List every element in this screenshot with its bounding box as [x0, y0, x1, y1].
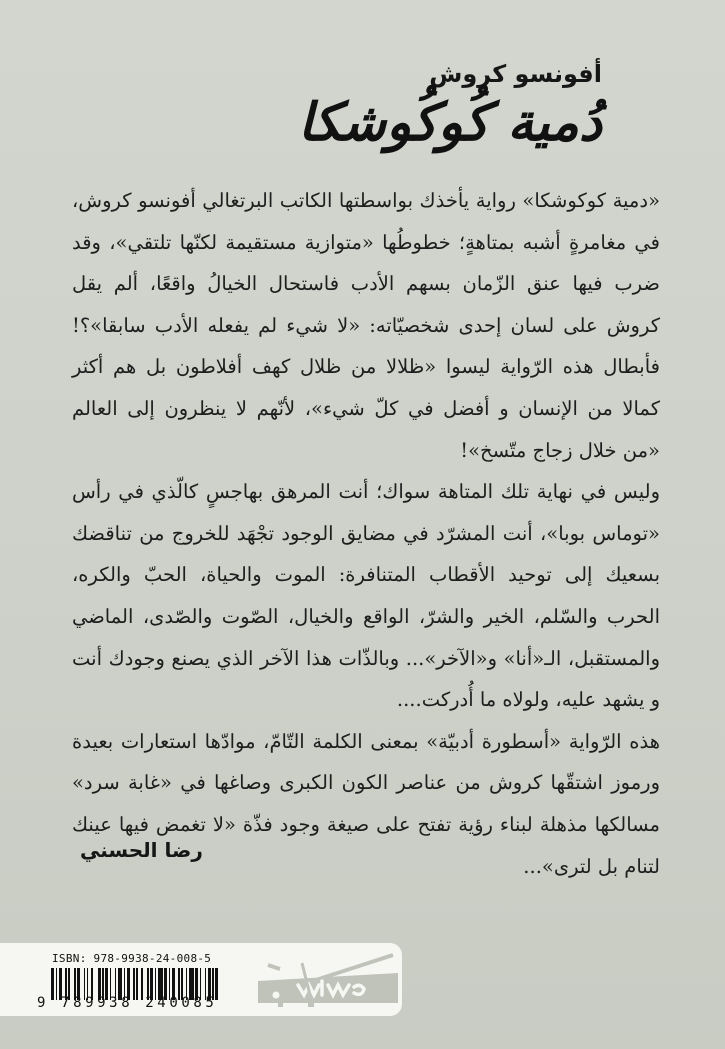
isbn-label: ISBN: 978-9938-24-008-5	[52, 952, 212, 965]
blurb-paragraph-2: وليس في نهاية تلك المتاهة سواك؛ أنت المرهق بهاجسٍ كالّذي في رأس «توماس بوبا»، أنت المشرّد في مضايق الوجود تجْهَد للخروج من تناقضك بسعيك إلى توحيد الأقطاب المتنافرة: الموت والحياة، الحبّ والكره، الحرب والسّلم، الخير والشرّ، الواقع والخيال، الصّوت والصّدى، الماضي والمستقبل، الـ«أنا» و«الآخر»... وبالذّات هذا الآخر الذي يصنع وجودك أنت و يشهد عليه، ولولاه ما أُدركت....	[72, 480, 660, 712]
barcode-number: 9 789938 240085	[37, 995, 218, 1011]
barcode-label	[0, 943, 402, 1016]
blurb-signature: رضا الحسني	[80, 838, 203, 862]
publisher-logo-icon	[258, 951, 398, 1009]
book-title: دُمية كُوكُوشكا	[297, 93, 602, 153]
author-name: أفونسو كروش	[429, 60, 602, 88]
blurb-paragraph-1: «دمية كوكوشكا» رواية يأخذك بواسطتها الكاتب البرتغالي أفونسو كروش، في مغامرةٍ أشبه بمتاهةٍ؛ خطوطُها «متوازية مستقيمة لكنّها تلتقي»، وقد ضرب فيها عنق الزّمان بسهم الأدب فاستحال الخيالُ واقعًا، ألم يقل كروش على لسان إحدى شخصيّاته: «لا شيء لم يفعله الأدب سابقا»؟! فأبطال هذه الرّواية ليسوا «ظلالا من ظلال كهف أفلاطون بل هم أكثر كمالا من الإنسان و أفضل في كلّ شيء»، لأنّهم لا ينظرون إلى العالم «من خلال زجاج متّسخ»!	[72, 189, 660, 462]
blurb-paragraph-3: هذه الرّواية «أسطورة أدبيّة» بمعنى الكلمة التّامّ، موادّها استعارات بعيدة ورموز اشتقّها كروش من عناصر الكون الكبرى وصاغها في «غابة سرد» مسالكها مذهلة لبناء رؤية تفتح على صيغة وجود فذّة «لا تغمض فيها عينك لتنام بل لترى»...	[72, 729, 660, 878]
blurb-text	[72, 180, 660, 887]
